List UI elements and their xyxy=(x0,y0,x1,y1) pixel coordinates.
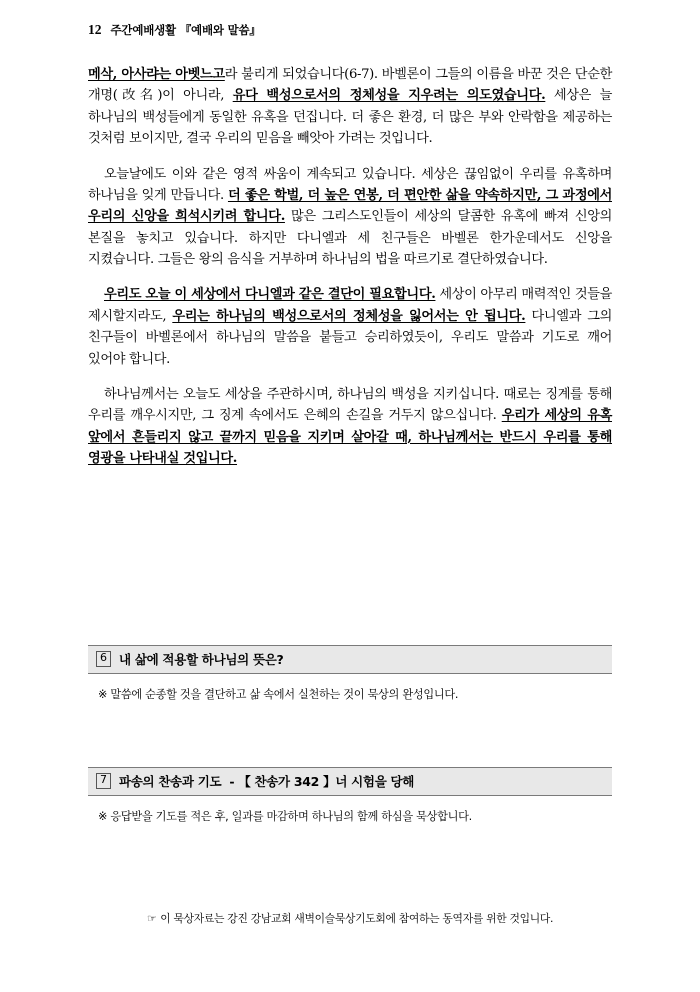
paragraph xyxy=(88,284,612,370)
plain-text: 오늘날에도 이와 같은 영적 싸움이 계속되고 있습니다. 세상은 끊임없이 우리를 유혹하며 하나님을 잊게 만듭니다. xyxy=(88,166,612,203)
pointing-hand-icon: ☞ xyxy=(146,912,157,925)
page-header xyxy=(88,22,261,38)
emphasized-text: 우리가 세상의 유혹 앞에서 흔들리지 않고 끝까지 믿음을 지키며 살아갈 때, 하나님께서는 반드시 우리를 통해 영광을 나타내실 것입니다. xyxy=(88,408,612,466)
section-application xyxy=(88,645,612,702)
section-number: 6 xyxy=(96,651,111,667)
emphasized-text: 더 좋은 학벌, 더 높은 연봉, 더 편안한 삶을 약속하지만, 그 과정에서 우리의 신앙을 희석시키려 합니다. xyxy=(88,187,612,225)
section-closing-hymn-prayer xyxy=(88,767,612,824)
emphasized-text: 우리는 하나님의 백성으로서의 정체성을 잃어서는 안 됩니다. xyxy=(172,308,526,324)
plain-text: 다니엘과 그의 친구들이 바벨론에서 하나님의 말씀을 붙들고 승리하였듯이, 우리도 말씀과 기도로 깨어 있어야 합니다. xyxy=(88,308,612,367)
section-title: 내 삶에 적용할 하나님의 뜻은? xyxy=(119,652,284,667)
paragraph xyxy=(88,64,612,150)
section-hymn-info: - 【 찬송가 342 】너 시험을 당해 xyxy=(229,774,415,789)
section-title: 파송의 찬송과 기도 xyxy=(119,774,222,789)
paragraph xyxy=(88,164,612,271)
emphasized-text: 유다 백성으로서의 정체성을 지우려는 의도였습니다. xyxy=(232,88,546,104)
section-number: 7 xyxy=(96,773,111,789)
plain-text: 세상은 늘 하나님의 백성들에게 동일한 유혹을 던집니다. 더 좋은 환경, 더 많은 부와 안락함을 제공하는 것처럼 보이지만, 결국 우리의 믿음을 빼앗아 가려는 것입니다. xyxy=(88,88,612,147)
body-text xyxy=(88,64,612,483)
section-note: ※ 응답받을 기도를 적은 후, 일과를 마감하며 하나님의 함께 하심을 묵상합니다. xyxy=(98,810,472,823)
section-header xyxy=(88,767,612,796)
plain-text: 하나님께서는 오늘도 세상을 주관하시며, 하나님의 백성을 지키십니다. 때로는 징계를 통해 우리를 깨우시지만, 그 징계 속에서도 은혜의 손길을 거두지 않으십니다. xyxy=(88,386,612,424)
paragraph xyxy=(88,384,612,470)
footer-text: 이 묵상자료는 강진 강남교회 새벽이슬묵상기도회에 참여하는 동역자를 위한 것입니다. xyxy=(160,912,554,925)
page-number: 12 xyxy=(88,22,102,37)
plain-text: 라 불리게 되었습니다(6-7). 바벨론이 그들의 이름을 바꾼 것은 단순한 개명(改名)이 아니라, xyxy=(88,67,612,104)
emphasized-text: 우리도 오늘 이 세상에서 다니엘과 같은 결단이 필요합니다. xyxy=(104,287,436,303)
header-title: 주간예배생활 『예배와 말씀』 xyxy=(110,23,261,37)
emphasized-text: 메삭, 아사랴는 아벳느고 xyxy=(88,67,225,82)
section-note: ※ 말씀에 순종할 것을 결단하고 삶 속에서 실천하는 것이 묵상의 완성입니다. xyxy=(98,688,459,701)
section-header xyxy=(88,645,612,674)
plain-text: 많은 그리스도인들이 세상의 달콤한 유혹에 빠져 신앙의 본질을 놓치고 있습니다. 하지만 다니엘과 세 친구들은 바벨론 한가운데서도 신앙을 지켰습니다. 그들은 왕의 음식을 거부하며 하나님의 법을 따르기로 결단하였습니다. xyxy=(88,209,612,267)
plain-text: 세상이 아무리 매력적인 것들을 제시할지라도, xyxy=(88,287,612,324)
page-footer xyxy=(0,911,700,926)
